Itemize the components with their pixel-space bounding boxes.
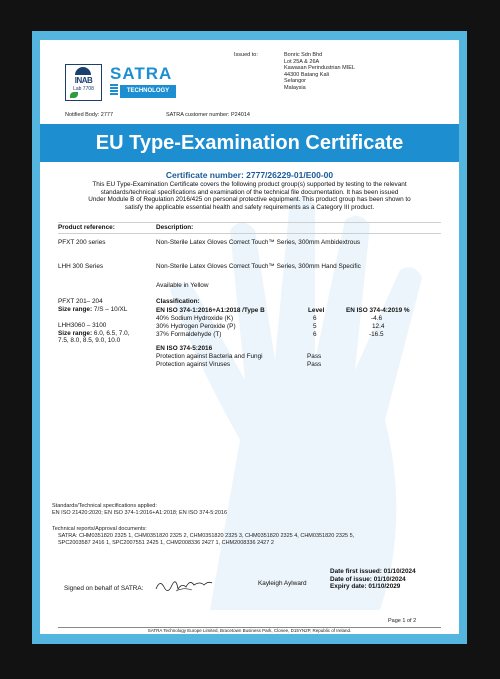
size-block (58, 322, 154, 345)
certificate-title: EU Type-Examination Certificate (40, 124, 459, 162)
date-value: 01/10/2024 (383, 568, 416, 575)
address-line: Bonric Sdn Bhd (284, 52, 323, 58)
satra-logo-subtitle: TECHNOLOGY (120, 85, 176, 98)
intro-line: This EU Type-Examination Certificate covers the following product group(s) supported by testing to the relevant (92, 181, 407, 188)
bio-row-name: Protection against Viruses (156, 361, 231, 368)
address-line: Lot 25A & 26A (284, 58, 320, 65)
inab-logo (65, 64, 102, 101)
signed-on-behalf-label: Signed on behalf of SATRA: (64, 585, 144, 592)
divider (58, 233, 441, 234)
divider (58, 222, 441, 223)
degradation-standard: EN ISO 374-4:2019 % (346, 307, 410, 314)
intro-paragraph (62, 181, 437, 211)
reports-line: SATRA: CHM0351820 2325 1, CHM0351820 2325 2, CHM0351820 2325 3, CHM0351820 2325 4, CHM0351820 2325 5, (58, 533, 355, 539)
product-description: Non-Sterile Latex Gloves Correct Touch™ Series, 300mm Hand Specific (156, 263, 361, 270)
customer-number: SATRA customer number: P24014 (166, 112, 250, 118)
date-value: 01/10/2029 (368, 583, 401, 591)
inab-lab-number: Lab 7708 (73, 86, 94, 92)
size-block (58, 298, 150, 313)
chemical-level: 6 (313, 315, 317, 322)
chemical-name: 30% Hydrogen Peroxide (P) (156, 323, 236, 330)
available-colour: Available in Yellow (156, 282, 209, 289)
description-header: Description: (156, 224, 194, 231)
size-range-value: 6.0, 6.5, 7.0, (93, 329, 130, 337)
address-line: Selangor (284, 78, 307, 85)
size-reference: LHH3060 – 3100 (58, 322, 107, 329)
product-description: Non-Sterile Latex Gloves Correct Touch™ Series, 300mm Ambidextrous (156, 239, 361, 246)
size-reference: PFXT 201– 204 (58, 298, 103, 305)
classification-header: Classification: (156, 298, 200, 305)
size-range-value-cont: 7.5, 8.0, 8.5, 9.0, 10.0 (58, 337, 121, 345)
size-range-label: Size range: (58, 329, 93, 337)
chemical-degradation: -4.6 (371, 315, 383, 322)
certificate-number: Certificate number: 2777/26229-01/E00-00 (165, 170, 334, 180)
date-label: Date of issue: (330, 575, 372, 583)
size-range-value: 7/S – 10/XL (93, 305, 128, 313)
reports-label: Technical reports/Approval documents: (52, 526, 147, 532)
chemical-degradation: 12.4 (372, 323, 385, 330)
page-number: Page 1 of 2 (388, 618, 417, 624)
chemical-row (156, 315, 233, 323)
dates-block (330, 568, 450, 591)
address-line: Malaysia (284, 84, 306, 91)
date-label: Date first issued: (330, 568, 382, 575)
certificate-page (40, 40, 459, 634)
inab-logo-text: INAB (74, 76, 93, 85)
date-value: 01/10/2024 (373, 575, 406, 583)
intro-line: standards/technical specifications and examination of the technical file documentation. It has been issued (100, 188, 399, 196)
issued-to-address (284, 52, 355, 92)
chemical-name: 37% Formaldehyde (T) (156, 331, 222, 338)
notified-body: Notified Body: 2777 (65, 112, 114, 118)
bio-standard: EN ISO 374-5:2016 (156, 345, 213, 352)
bio-row-name: Protection against Bacteria and Fungi (156, 353, 263, 360)
bio-row-result: Pass (307, 353, 322, 360)
satra-logo-text: SATRA (110, 64, 173, 83)
product-reference: PFXT 200 series (58, 239, 106, 246)
signatory-name: Kayleigh Aylward (258, 580, 307, 587)
standards-value: EN ISO 21420:2020; EN ISO 374-1:2016+A1:2018; EN ISO 374-5:2016 (52, 510, 228, 516)
chemical-level: 5 (313, 323, 317, 330)
intro-line: satisfy the applicable essential health and safety requirements as a Category III product. (124, 203, 375, 211)
chemical-name: 40% Sodium Hydroxide (K) (156, 315, 234, 322)
chemical-standard: EN ISO 374-1:2016+A1:2018 /Type B (156, 307, 265, 314)
chemical-degradation: -16.5 (369, 331, 384, 338)
footer-address: SATRA Technology Europe Limited, Bracetown Business Park, Clonee, D15YN2P, Republic of Ireland. (147, 628, 352, 633)
address-line: Kawasan Perindustrian MIEL (284, 65, 355, 72)
product-reference-header: Product reference: (58, 224, 115, 231)
chemical-level: 6 (313, 331, 317, 338)
date-label: Expiry date: (330, 583, 367, 591)
reports-line: SPC2003587 2416 1, SPC2007551 2425 1, CHM2008336 2427 1, CHM2008336 2427 2 (58, 540, 274, 546)
product-reference: LHH 300 Series (58, 263, 104, 270)
chemical-row (156, 331, 221, 339)
standards-label: Standards/Technical specifications applied: (52, 503, 157, 509)
size-range-label: Size range: (58, 305, 93, 313)
chemical-row (156, 323, 236, 331)
issued-to-label: Issued to: (234, 52, 258, 58)
signature-icon (154, 575, 214, 595)
address-line: 44300 Batang Kali (284, 71, 329, 78)
bio-row-result: Pass (307, 361, 322, 368)
level-header: Level (308, 307, 325, 314)
satra-logo (108, 64, 178, 99)
glove-watermark-icon (150, 190, 459, 610)
intro-line: Under Module B of Regulation 2016/425 on personal protective equipment. This product group has been shown to (88, 196, 411, 204)
